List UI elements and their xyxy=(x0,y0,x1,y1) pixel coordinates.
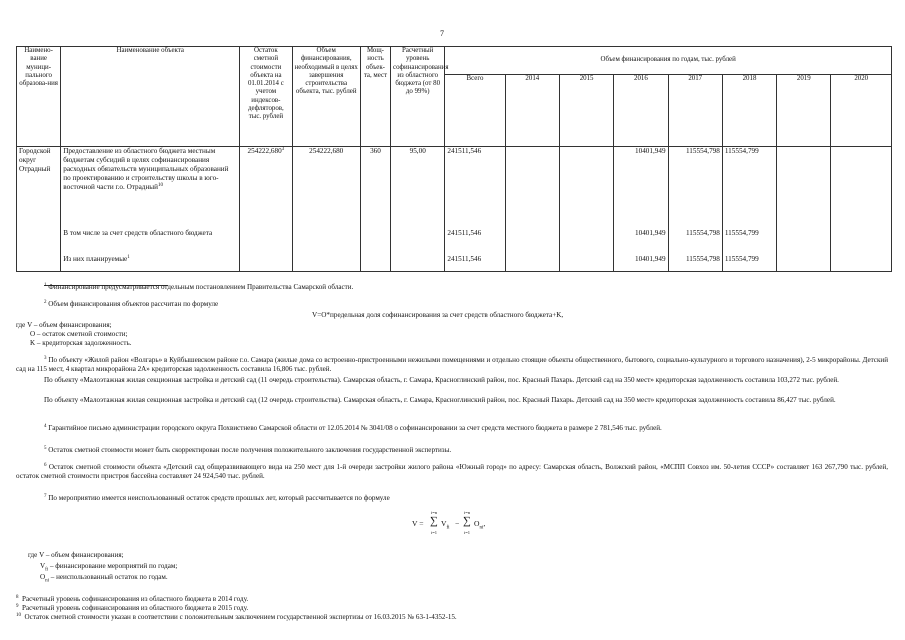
footnote-3b: По объекту «Малоэтажная жилая секционная застройка и детский сад (11 очередь строительства). Самарская область, г. Самара, Красноглинский район, пос. Красный Пахарь. Детский сад на 350 мест» кредиторская задолженность составила 103,272 тыс. рублей. xyxy=(44,376,839,384)
footnote-4: $^4$ Гарантийное письмо администрации городского округа Похвистнево Самарской области от 12.05.2014 № 3041/08 о софинансировании за счет средств местного бюджета в размере 2 781,546 тыс. рублей. xyxy=(44,424,662,432)
header-funding-volume: Объем финансирования, необходимый в целях завершения строительства объекта, тыс. рублей xyxy=(292,47,360,147)
cell-capacity: 360 xyxy=(360,147,390,229)
footnote-2-where: где V – объем финансирования; xyxy=(16,321,112,329)
table-row xyxy=(17,147,892,229)
cell-2016: 10401,949 xyxy=(614,255,668,272)
cell-2018: 115554,799 xyxy=(722,147,776,229)
sum-icon: ∑ xyxy=(430,515,438,527)
table-row xyxy=(17,229,892,255)
cell-cofinancing-level: 95,00 xyxy=(391,147,445,229)
footnote-2-k: K – кредиторская задолженность. xyxy=(30,339,132,347)
header-object: Наименование объекта xyxy=(61,47,240,147)
header-year-2015: 2015 xyxy=(559,75,613,147)
cell-2016: 10401,949 xyxy=(614,147,668,229)
footnote-10: $^{10}$ Остаток сметной стоимости указан в соответствии с положительным заключением государственной экспертизы от 16.03.2015 № 63-1-4352-15. xyxy=(16,613,457,621)
footnote-2-o: O – остаток сметной стоимости; xyxy=(30,330,128,338)
header-year-2020: 2020 xyxy=(831,75,892,147)
footnote-1: $^1$ Финансирование предусматривается отдельным постановлением Правительства Самарской области. xyxy=(44,283,354,291)
cell-2017: 115554,798 xyxy=(668,229,722,255)
cell-label: Из них планируемые$^1$ xyxy=(61,255,240,272)
cell-total: 241511,546 xyxy=(445,147,505,229)
footnote-9: $^9$ Расчетный уровень софинансирования из областного бюджета в 2015 году. xyxy=(16,604,249,612)
footnote-6: $^6$ Остаток сметной стоимости объекта «Детский сад общеразвивающего вида на 250 мест для 1-й очереди застройки жилого района «Южный город» по адресу: Самарская область, Волжский район, «МСПП Совхоз им. 50-летия СССР» составляет 163 267,790 тыс. рублей, остаток сметной стоимости пристроя бассейна составляет 24 924,540 тыс. рублей. xyxy=(16,463,888,480)
header-total: Всего xyxy=(445,75,505,147)
header-remaining-cost: Остаток сметной стоимости объекта на 01.01.2014 с учетом индексов-дефляторов, тыс. рублей xyxy=(240,47,292,147)
footnote-2: $^2$ Объем финансирования объектов рассчитан по формуле xyxy=(44,300,219,308)
page-number: 7 xyxy=(440,29,444,38)
table-row xyxy=(17,255,892,272)
footnote-7-vi: $V_{fi}$ – финансирование мероприятий по годам; xyxy=(40,562,178,573)
footnote-5: $^5$ Остаток сметной стоимости может быть скорректирован после получения положительного заключения государственной экспертизы. xyxy=(44,446,452,454)
cell-2017: 115554,798 xyxy=(668,147,722,229)
cell-2018: 115554,799 xyxy=(722,229,776,255)
header-year-2018: 2018 xyxy=(722,75,776,147)
footnote-8: $^8$ Расчетный уровень софинансирования из областного бюджета в 2014 году. xyxy=(16,595,249,603)
cell-2016: 10401,949 xyxy=(614,229,668,255)
header-year-2014: 2014 xyxy=(505,75,559,147)
cell-label: В том числе за счет средств областного бюджета xyxy=(61,229,240,255)
header-capacity: Мощ-ность объек-та, мест xyxy=(360,47,390,147)
footnote-2-formula: V=O*предельная доля софинансирования за счет средств областного бюджета+K, xyxy=(312,311,564,319)
cell-remaining-cost: 254222,680$^3$ xyxy=(240,147,292,229)
header-cofinancing-level: Расчетный уровень софинансирования из областного бюджета (от 80 до 99%) xyxy=(391,47,445,147)
footnote-7-formula: V = i=n ∑ i=1 $V_{fi}$ − i=n ∑ i=1 $O_{ni}$, xyxy=(412,510,486,535)
header-municipality: Наимено-вание муници-пального образова-ния xyxy=(17,47,61,147)
sum-icon: ∑ xyxy=(463,515,471,527)
header-year-2019: 2019 xyxy=(777,75,831,147)
cell-object: Предоставление из областного бюджета местным бюджетам субсидий в целях софинансирования расходных обязательств муниципальных образований по проектированию и строительству школы в юго-восточной части г.о. Отрадный$^{10}$ xyxy=(61,147,240,229)
cell-2017: 115554,798 xyxy=(668,255,722,272)
cell-total: 241511,546 xyxy=(445,229,505,255)
cell-funding-volume: 254222,680 xyxy=(292,147,360,229)
footnote-7: $^7$ По мероприятию имеется неиспользованный остаток средств прошлых лет, который рассчитывается по формуле xyxy=(44,494,390,502)
cell-municipality: Городской округ Отрадный xyxy=(17,147,61,229)
cell-total: 241511,546 xyxy=(445,255,505,272)
financing-table xyxy=(16,46,892,272)
header-year-2016: 2016 xyxy=(614,75,668,147)
header-by-years: Объем финансирования по годам, тыс. рублей xyxy=(445,47,892,75)
header-year-2017: 2017 xyxy=(668,75,722,147)
footnote-7-oi: $O_{ni}$ – неиспользованный остаток по годам. xyxy=(40,573,168,584)
footnote-7-where: где V – объем финансирования; xyxy=(28,551,124,559)
footnote-3: $^3$ По объекту «Жилой район «Волгарь» в Куйбышевском районе г.о. Самара (жилые дома со встроенно-пристроенными нежилыми помещениями и отдельно стоящие объекты общественного, бытового, социально-культурного и торгового назначения), 2-5 микрорайоны. Детский сад на 115 мест, 4 квартал микрорайона 2А» кредиторская задолженность составила 16,806 тыс. рублей. xyxy=(16,356,888,373)
footnote-3c: По объекту «Малоэтажная жилая секционная застройка и детский сад (12 очередь строительства). Самарская область, г. Самара, Красноглинский район, пос. Красный Пахарь. Детский сад на 350 мест» кредиторская задолженность составила 86,427 тыс. рублей. xyxy=(44,396,836,404)
cell-2018: 115554,799 xyxy=(722,255,776,272)
